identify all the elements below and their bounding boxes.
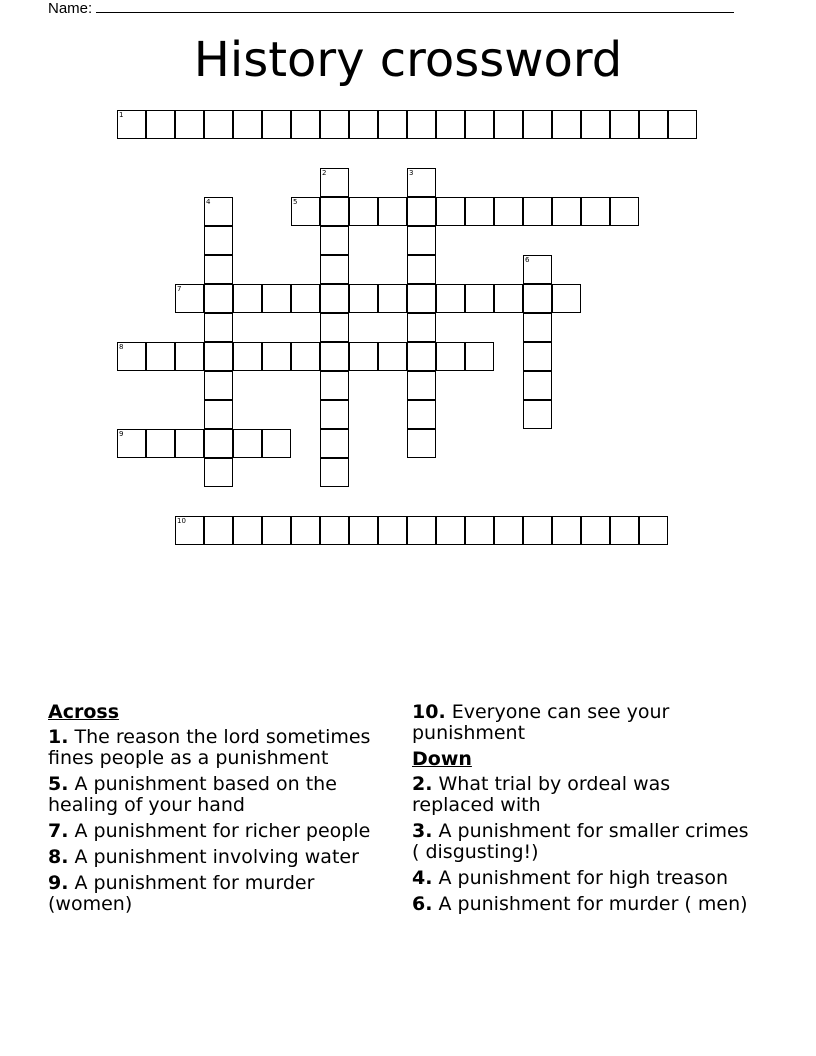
crossword-cell[interactable] [233, 342, 262, 371]
crossword-cell[interactable] [291, 516, 320, 545]
clue-number: 10. [412, 701, 446, 723]
clue-number: 5. [48, 773, 69, 795]
clue-across-1 [48, 727, 393, 769]
clue-text: A punishment for murder (women) [48, 872, 315, 915]
crossword-cell[interactable] [320, 371, 349, 400]
crossword-cell[interactable] [320, 400, 349, 429]
crossword-cell[interactable] [523, 400, 552, 429]
name-label: Name: [48, 0, 93, 17]
clue-text: A punishment involving water [74, 846, 359, 868]
crossword-cell[interactable] [523, 371, 552, 400]
crossword-cell[interactable] [291, 284, 320, 313]
crossword-cell[interactable] [494, 197, 523, 226]
crossword-cell[interactable] [552, 110, 581, 139]
crossword-cell[interactable] [291, 197, 320, 226]
clue-text: A punishment for smaller crimes ( disgusting!) [412, 820, 749, 863]
crossword-cell[interactable] [639, 110, 668, 139]
cell-number: 6 [525, 256, 530, 264]
crossword-cell[interactable] [204, 429, 233, 458]
crossword-cell[interactable] [407, 110, 436, 139]
cell-number: 7 [177, 285, 182, 293]
clue-across-7 [48, 821, 393, 842]
crossword-cell[interactable] [320, 168, 349, 197]
crossword-cell[interactable] [581, 197, 610, 226]
crossword-cell[interactable] [204, 400, 233, 429]
crossword-cell[interactable] [204, 313, 233, 342]
crossword-cell[interactable] [378, 342, 407, 371]
clue-down-2 [412, 774, 757, 816]
clue-across-10 [412, 702, 757, 744]
cell-number: 4 [206, 198, 211, 206]
crossword-cell[interactable] [291, 110, 320, 139]
crossword-cell[interactable] [320, 110, 349, 139]
crossword-cell[interactable] [320, 226, 349, 255]
crossword-cell[interactable] [175, 429, 204, 458]
crossword-cell[interactable] [291, 342, 320, 371]
crossword-cell[interactable] [146, 110, 175, 139]
clue-number: 2. [412, 773, 433, 795]
clues-column-right [412, 702, 757, 920]
clues-column-left [48, 702, 393, 920]
crossword-cell[interactable] [407, 342, 436, 371]
clue-down-3 [412, 821, 757, 863]
crossword-cell[interactable] [610, 516, 639, 545]
crossword-cell[interactable] [262, 110, 291, 139]
crossword-cell[interactable] [320, 284, 349, 313]
crossword-cell[interactable] [204, 371, 233, 400]
page-title: History crossword [193, 32, 623, 88]
crossword-cell[interactable] [320, 197, 349, 226]
crossword-cell[interactable] [407, 197, 436, 226]
crossword-cell[interactable] [349, 342, 378, 371]
crossword-cell[interactable] [204, 516, 233, 545]
crossword-cell[interactable] [175, 342, 204, 371]
cell-number: 3 [409, 169, 414, 177]
crossword-cell[interactable] [378, 284, 407, 313]
crossword-cell[interactable] [146, 342, 175, 371]
crossword-cell[interactable] [523, 255, 552, 284]
crossword-cell[interactable] [465, 516, 494, 545]
crossword-cell[interactable] [407, 226, 436, 255]
clue-number: 7. [48, 820, 69, 842]
crossword-cell[interactable] [233, 110, 262, 139]
crossword-cell[interactable] [262, 284, 291, 313]
crossword-cell[interactable] [233, 429, 262, 458]
crossword-cell[interactable] [204, 284, 233, 313]
clue-text: A punishment for murder ( men) [438, 893, 748, 915]
clue-text: A punishment for richer people [74, 820, 371, 842]
crossword-cell[interactable] [552, 516, 581, 545]
clue-number: 3. [412, 820, 433, 842]
down-heading: Down [412, 748, 472, 770]
clue-text: A punishment for high treason [438, 867, 728, 889]
crossword-cell[interactable] [204, 342, 233, 371]
crossword-cell[interactable] [523, 313, 552, 342]
crossword-cell[interactable] [436, 284, 465, 313]
crossword-cell[interactable] [407, 313, 436, 342]
crossword-cell[interactable] [581, 516, 610, 545]
crossword-cell[interactable] [610, 110, 639, 139]
crossword-cell[interactable] [552, 197, 581, 226]
crossword-cell[interactable] [175, 110, 204, 139]
crossword-cell[interactable] [320, 342, 349, 371]
clue-number: 1. [48, 726, 69, 748]
crossword-cell[interactable] [552, 284, 581, 313]
crossword-cell[interactable] [320, 255, 349, 284]
crossword-cell[interactable] [117, 429, 146, 458]
clue-text: The reason the lord sometimes fines people as a punishment [48, 726, 371, 769]
crossword-cell[interactable] [494, 516, 523, 545]
crossword-cell[interactable] [204, 458, 233, 487]
crossword-cell[interactable] [407, 400, 436, 429]
clue-number: 9. [48, 872, 69, 894]
crossword-cell[interactable] [465, 284, 494, 313]
crossword-cell[interactable] [523, 110, 552, 139]
crossword-cell[interactable] [407, 168, 436, 197]
clue-down-4 [412, 868, 757, 889]
crossword-cell[interactable] [523, 284, 552, 313]
crossword-cell[interactable] [494, 284, 523, 313]
cell-number: 10 [177, 517, 186, 525]
crossword-cell[interactable] [320, 458, 349, 487]
crossword-cell[interactable] [349, 197, 378, 226]
clue-number: 8. [48, 846, 69, 868]
crossword-cell[interactable] [610, 197, 639, 226]
crossword-cell[interactable] [407, 284, 436, 313]
cell-number: 8 [119, 343, 124, 351]
crossword-cell[interactable] [320, 313, 349, 342]
crossword-cell[interactable] [378, 197, 407, 226]
crossword-cell[interactable] [436, 516, 465, 545]
clue-across-8 [48, 847, 393, 868]
crossword-cell[interactable] [494, 110, 523, 139]
crossword-cell[interactable] [378, 110, 407, 139]
clue-number: 4. [412, 867, 433, 889]
clue-text: What trial by ordeal was replaced with [412, 773, 671, 816]
crossword-cell[interactable] [465, 110, 494, 139]
crossword-cell[interactable] [378, 516, 407, 545]
clue-across-5 [48, 774, 393, 816]
clue-text: A punishment based on the healing of your hand [48, 773, 337, 816]
clue-across-9 [48, 873, 393, 915]
crossword-cell[interactable] [639, 516, 668, 545]
crossword-cell[interactable] [581, 110, 610, 139]
crossword-cell[interactable] [349, 516, 378, 545]
clue-down-6 [412, 894, 757, 915]
crossword-cell[interactable] [204, 110, 233, 139]
crossword-cell[interactable] [523, 197, 552, 226]
crossword-cell[interactable] [204, 197, 233, 226]
crossword-cell[interactable] [175, 516, 204, 545]
crossword-cell[interactable] [146, 429, 175, 458]
crossword-cell[interactable] [407, 516, 436, 545]
cell-number: 2 [322, 169, 327, 177]
crossword-cell[interactable] [233, 516, 262, 545]
crossword-cell[interactable] [523, 342, 552, 371]
crossword-cell[interactable] [465, 197, 494, 226]
crossword-cell[interactable] [436, 342, 465, 371]
crossword-cell[interactable] [465, 342, 494, 371]
cell-number: 9 [119, 430, 124, 438]
crossword-cell[interactable] [117, 110, 146, 139]
crossword-cell[interactable] [668, 110, 697, 139]
crossword-cell[interactable] [233, 284, 262, 313]
crossword-cell[interactable] [320, 429, 349, 458]
crossword-cell[interactable] [204, 255, 233, 284]
clue-number: 6. [412, 893, 433, 915]
crossword-cell[interactable] [436, 197, 465, 226]
crossword-cell[interactable] [175, 284, 204, 313]
clue-text: Everyone can see your punishment [412, 701, 670, 744]
crossword-cell[interactable] [349, 110, 378, 139]
cell-number: 5 [293, 198, 298, 206]
crossword-cell[interactable] [407, 371, 436, 400]
crossword-cell[interactable] [262, 429, 291, 458]
crossword-cell[interactable] [117, 342, 146, 371]
crossword-cell[interactable] [262, 516, 291, 545]
across-heading: Across [48, 701, 120, 723]
crossword-cell[interactable] [407, 255, 436, 284]
crossword-cell[interactable] [436, 110, 465, 139]
crossword-cell[interactable] [204, 226, 233, 255]
cell-number: 1 [119, 111, 124, 119]
crossword-cell[interactable] [320, 516, 349, 545]
crossword-cell[interactable] [262, 342, 291, 371]
crossword-cell[interactable] [523, 516, 552, 545]
crossword-cell[interactable] [407, 429, 436, 458]
crossword-cell[interactable] [349, 284, 378, 313]
